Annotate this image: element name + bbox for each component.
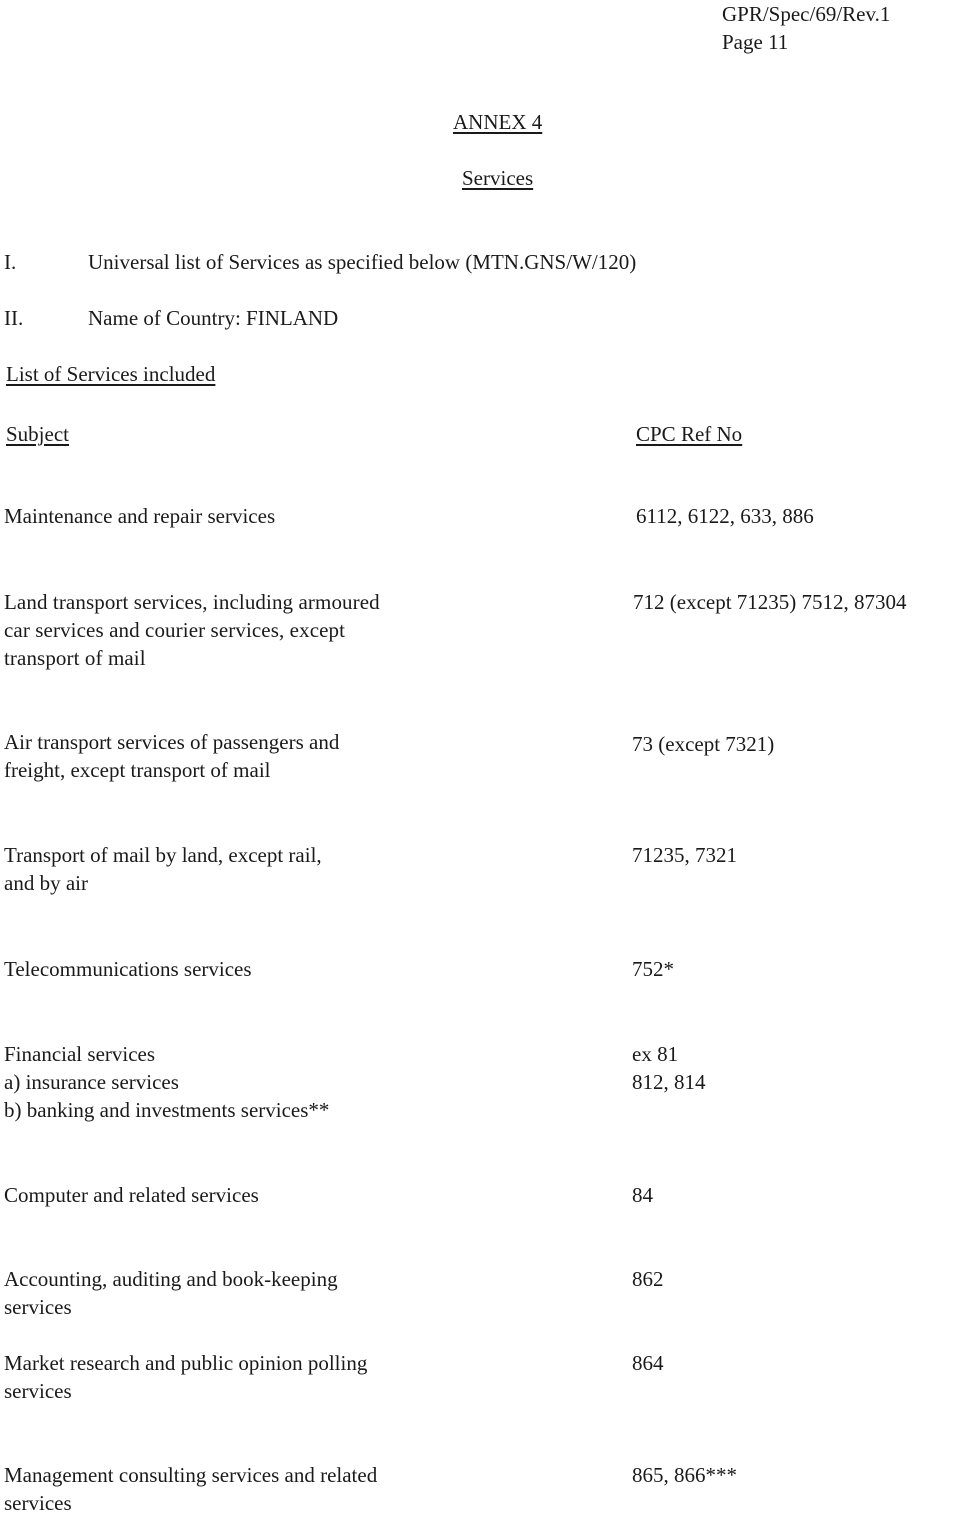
row-cpc: 84 (632, 1183, 653, 1207)
annex-title: ANNEX 4 (453, 110, 543, 134)
row-cpc: 862 (632, 1267, 664, 1291)
item-number: I. (4, 250, 17, 274)
item-text: Name of Country: FINLAND (88, 306, 339, 330)
row-cpc: 73 (except 7321) (632, 732, 775, 756)
row-subject: Market research and public opinion polling services (4, 1351, 368, 1403)
document-reference: GPR/Spec/69/Rev.1 (722, 2, 891, 26)
page-number: Page 11 (722, 30, 789, 54)
column-header-cpc: CPC Ref No (636, 422, 743, 446)
row-subject: Transport of mail by land, except rail, and by air (4, 843, 322, 895)
row-cpc: 864 (632, 1351, 664, 1375)
row-cpc: 712 (except 71235) 7512, 87304 (633, 590, 907, 614)
column-header-subject: Subject (6, 422, 69, 446)
row-cpc: 865, 866*** (632, 1463, 737, 1487)
row-subject: Management consulting services and related services (4, 1463, 378, 1515)
row-cpc: ex 81 812, 814 (632, 1042, 706, 1094)
row-subject: Air transport services of passengers and freight, except transport of mail (4, 730, 340, 782)
row-cpc: 71235, 7321 (632, 843, 737, 867)
list-heading: List of Services included (6, 362, 216, 386)
item-text: Universal list of Services as specified below (MTN.GNS/W/120) (88, 250, 637, 274)
row-subject: Telecommunications services (4, 957, 252, 981)
row-subject: Accounting, auditing and book-keeping services (4, 1267, 338, 1319)
row-cpc: 752* (632, 957, 674, 981)
section-title: Services (462, 166, 534, 190)
row-cpc: 6112, 6122, 633, 886 (636, 504, 814, 528)
item-number: II. (4, 306, 24, 330)
row-subject: Computer and related services (4, 1183, 259, 1207)
row-subject: Land transport services, including armoured car services and courier services, except transport of mail (4, 590, 380, 670)
row-subject: Financial services a) insurance services b) banking and investments services** (4, 1042, 330, 1122)
row-subject: Maintenance and repair services (4, 504, 276, 528)
